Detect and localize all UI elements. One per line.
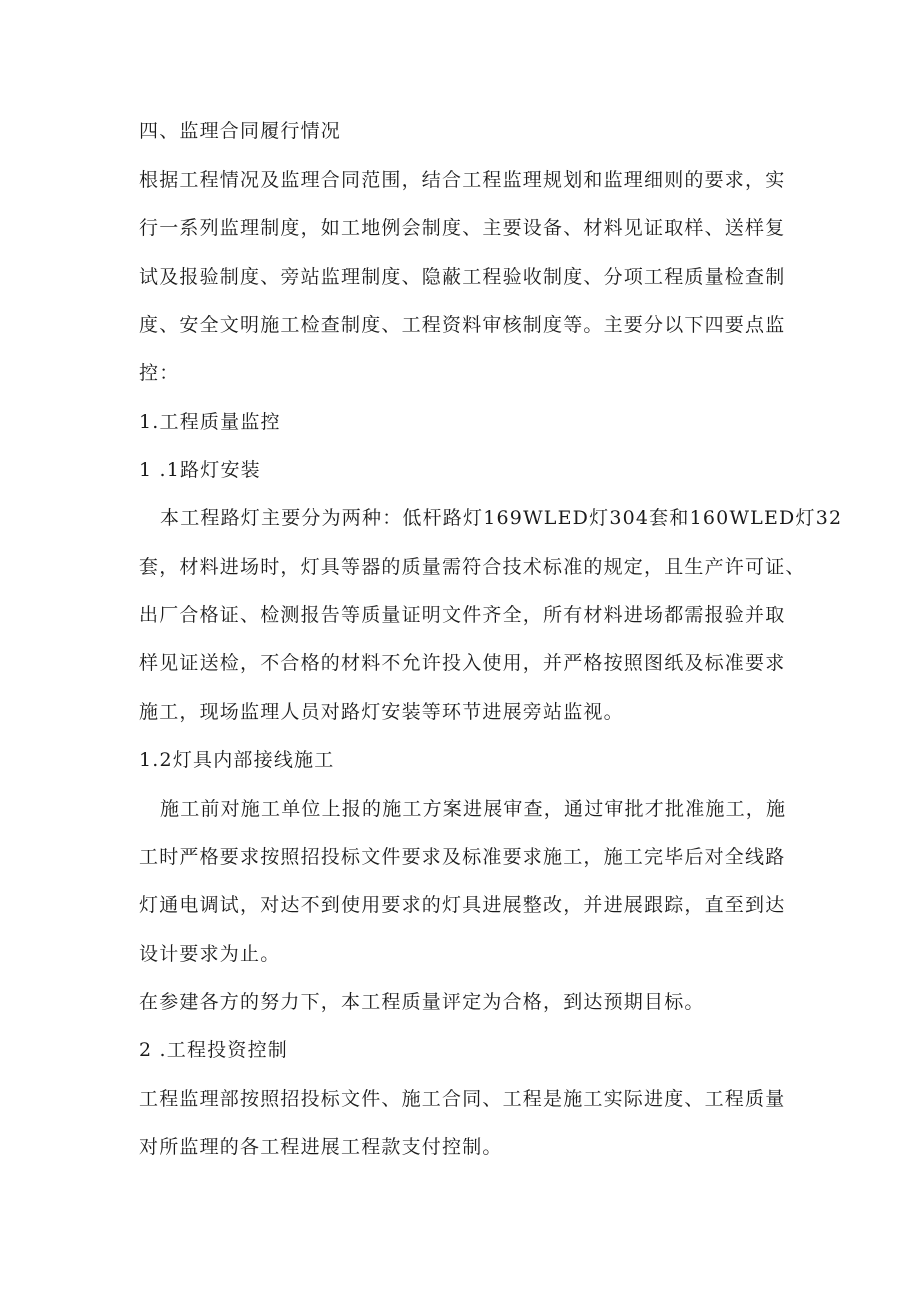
paragraph-line: 样见证送检，不合格的材料不允许投入使用，并严格按照图纸及标准要求 xyxy=(139,652,786,674)
paragraph-line: 设计要求为止。 xyxy=(139,943,281,965)
paragraph-line: 控： xyxy=(139,362,180,384)
paragraph-line: 行一系列监理制度，如工地例会制度、主要设备、材料见证取样、送样复 xyxy=(139,217,786,239)
paragraph-line: 度、安全文明施工检查制度、工程资料审核制度等。主要分以下四要点监 xyxy=(139,314,786,336)
paragraph-line: 施工，现场监理人员对路灯安装等环节进展旁站监视。 xyxy=(139,701,624,723)
section-heading: 四、监理合同履行情况 xyxy=(139,120,342,142)
paragraph-line: 根据工程情况及监理合同范围，结合工程监理规划和监理细则的要求，实 xyxy=(139,169,786,191)
subheading: 1.2灯具内部接线施工 xyxy=(139,749,335,771)
paragraph-line: 套，材料进场时，灯具等器的质量需符合技术标准的规定，且生产许可证、 xyxy=(139,556,806,578)
paragraph-line: 试及报验制度、旁站监理制度、隐蔽工程验收制度、分项工程质量检查制 xyxy=(139,266,786,288)
subheading: 1 .1路灯安装 xyxy=(139,459,261,481)
subheading: 1.工程质量监控 xyxy=(139,411,281,433)
subheading: 2 .工程投资控制 xyxy=(139,1039,288,1061)
paragraph-line: 出厂合格证、检测报告等质量证明文件齐全，所有材料进场都需报验并取 xyxy=(139,604,786,626)
paragraph-line: 在参建各方的努力下，本工程质量评定为合格，到达预期目标。 xyxy=(139,991,705,1013)
paragraph-line: 工时严格要求按照招投标文件要求及标准要求施工，施工完毕后对全线路 xyxy=(139,846,786,868)
paragraph-line: 本工程路灯主要分为两种：低杆路灯169WLED灯304套和160WLED灯32 xyxy=(160,507,843,529)
paragraph-line: 施工前对施工单位上报的施工方案进展审查，通过审批才批准施工，施 xyxy=(160,798,787,820)
paragraph-line: 灯通电调试，对达不到使用要求的灯具进展整改，并进展跟踪，直至到达 xyxy=(139,894,786,916)
paragraph-line: 对所监理的各工程进展工程款支付控制。 xyxy=(139,1136,503,1158)
paragraph-line: 工程监理部按照招投标文件、施工合同、工程是施工实际进度、工程质量 xyxy=(139,1088,786,1110)
